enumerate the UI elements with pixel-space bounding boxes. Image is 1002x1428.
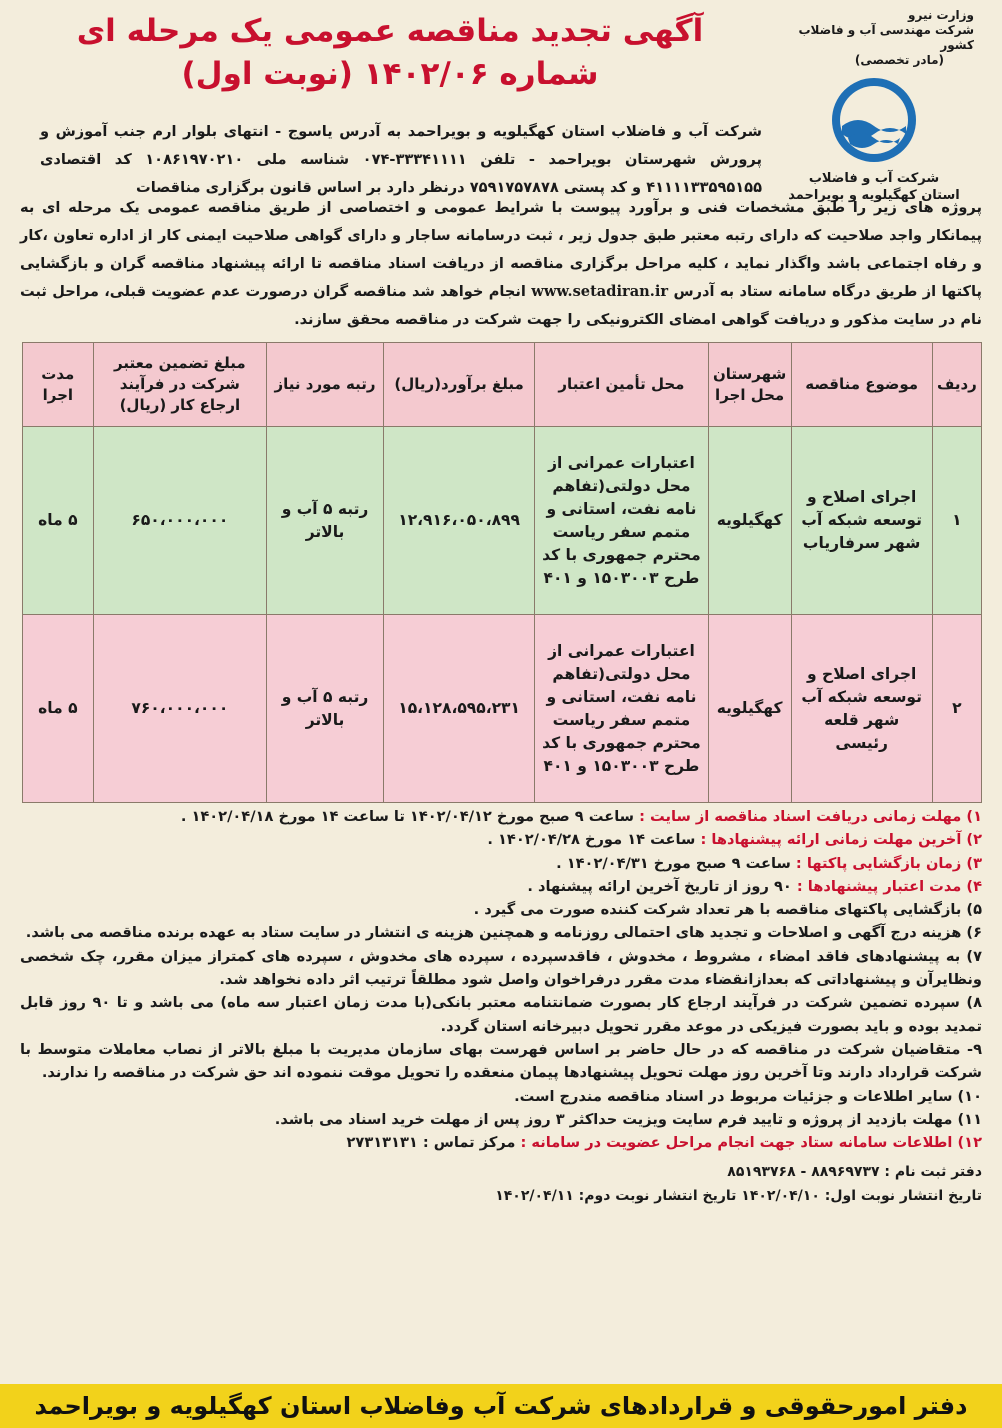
- condition-item: [20, 991, 982, 1038]
- condition-text: ۱۰) سایر اطلاعات و جزئیات مربوط در اسناد مناقصه مندرج است.: [514, 1087, 982, 1105]
- col-header-estimate: مبلغ برآورد(ریال): [384, 343, 535, 427]
- table-row: [23, 427, 982, 615]
- condition-item: [20, 805, 982, 828]
- cell-row-number: ۱: [932, 427, 981, 615]
- registry-office: دفتر ثبت نام : ۸۸۹۶۹۷۳۷ - ۸۵۱۹۳۷۶۸: [727, 1164, 982, 1181]
- condition-label: ۴) مدت اعتبار پیشنهادها :: [796, 877, 982, 895]
- condition-item: [20, 852, 982, 875]
- logo-block: [774, 8, 974, 204]
- condition-item: [20, 1108, 982, 1131]
- condition-item: [20, 1131, 982, 1154]
- ministry-line-1: وزارت نیرو: [908, 8, 974, 22]
- intro-paragraph: [20, 194, 982, 334]
- condition-text: ۵) بازگشایی پاکتهای مناقصه با هر تعداد شرکت کننده صورت می گیرد .: [473, 901, 982, 919]
- condition-item: [20, 921, 982, 944]
- condition-label: ۱) مهلت زمانی دریافت اسناد مناقصه از سایت :: [639, 808, 982, 825]
- cell-city: کهگیلویه: [708, 427, 791, 615]
- condition-text: ۱۱) مهلت بازدید از پروژه و تایید فرم سایت ویزیت حداکثر ۳ روز پس از مهلت خرید اسناد می باشد.: [274, 1110, 982, 1128]
- company-name-line-2: استان کهگیلویه و بویراحمد: [788, 188, 960, 203]
- condition-label: ۱۲) اطلاعات سامانه ستاد جهت انجام مراحل عضویت در سامانه :: [520, 1134, 982, 1152]
- cell-duration: ۵ ماه: [23, 427, 94, 615]
- condition-text: ۶) هزینه درج آگهی و اصلاحات و تجدید های احتمالی روزنامه و همچنین هزینه ی انتشار در سایت ستاد به عهده برنده مناقصه می باشد.: [25, 924, 982, 942]
- cell-row-number: ۲: [932, 615, 981, 803]
- condition-text: مرکز تماس : ۲۷۳۱۳۱۳۱: [346, 1134, 521, 1152]
- condition-item: [20, 875, 982, 898]
- condition-label: ۲) آخرین مهلت زمانی ارائه پیشنهادها :: [700, 831, 982, 849]
- cell-funding: اعتبارات عمرانی از محل دولتی(تفاهم نامه نفت، استانی و متمم سفر ریاست محترم جمهوری با کد طرح ۱۵۰۳۰۰۳ و ۴۰۱: [535, 615, 708, 803]
- cell-grade: رتبه ۵ آب و بالاتر: [267, 615, 384, 803]
- cell-subject: اجرای اصلاح و توسعه شبکه آب شهر سرفاریاب: [791, 427, 932, 615]
- col-header-grade: رتبه مورد نیاز: [267, 343, 384, 427]
- condition-item: [20, 898, 982, 921]
- notice-number: شماره ۱۴۰۲/۰۶ (نوبت اول): [181, 56, 599, 92]
- company-name-line-1: شرکت آب و فاضلاب: [808, 171, 940, 186]
- notice-title: آگهی تجدید مناقصه عمومی یک مرحله ای: [76, 13, 704, 49]
- intro-paragraph-top: شرکت آب و فاضلاب استان کهگیلویه و بویراحمد به آدرس یاسوج - انتهای بلوار ارم جنب آموزش و پرورش شهرستان بویراحمد - تلفن ۳۳۳۴۱۱۱۱-۰۷۴ شناسه ملی ۱۰۸۶۱۹۷۰۲۱۰ کد اقتصادی ۴۱۱۱۱۳۳۵۹۵۱۵۵ و کد پستی ۷۵۹۱۷۵۷۸۷۸ درنظر دارد بر اساس قانون برگزاری مناقصات: [40, 123, 762, 196]
- notice-header: [20, 0, 982, 203]
- condition-item: [20, 1038, 982, 1085]
- cell-guarantee: ۶۵۰،۰۰۰،۰۰۰: [93, 427, 266, 615]
- condition-text: ۸) سپرده تضمین شرکت در فرآیند ارجاع کار بصورت ضمانتنامه معتبر بانکی(با مدت زمان اعتبار سه ماه) می باشد و تا ۹۰ روز قابل تمدید بوده و باید بصورت فیزیکی در موعد مقرر تحویل دبیرخانه استان گردد.: [20, 994, 982, 1035]
- col-header-guarantee: مبلغ تضمین معتبر شرکت در فرآیند ارجاع کار (ریال): [93, 343, 266, 427]
- intro-text-end: انجام خواهد شد مناقصه گران درصورت عدم عضویت قبلی، مراحل ثبت نام در سایت مذکور و دریافت گواهی امضای الکترونیکی را جهت شرکت در مناقصه محقق سازند.: [20, 283, 982, 328]
- col-header-subject: موضوع مناقصه: [791, 343, 932, 427]
- table-row: [23, 615, 982, 803]
- cell-grade: رتبه ۵ آب و بالاتر: [267, 427, 384, 615]
- condition-text: ۹- متقاضیان شرکت در مناقصه که در حال حاضر بر اساس فهرست بهای سازمان مدیریت با مبلغ بالاتر از نصاب معاملات متوسط با شرکت قرارداد دارند وتا آخرین روز مهلت تحویل پیشنهادها پیمان منعقده را تحویل موقت ننموده اند حق شرکت در مناقصه را ندارند.: [20, 1040, 982, 1082]
- legal-office-banner: دفتر امورحقوقی و قراردادهای شرکت آب وفاضلاب استان کهگیلویه و بویراحمد: [0, 1384, 1002, 1428]
- condition-item: [20, 828, 982, 851]
- condition-text: ۷) به پیشنهادهای فاقد امضاء ، مشروط ، مخدوش ، فاقدسپرده ، سپرده های مخدوش ، سپرده های کمتراز میزان مقرر، چک شخصی ونظایرآن و پیشنهاداتی که بعدازانقضاء مدت مقرر درفراخوان واصل شود مطلقاً ترتیب اثر داده نخواهد شد.: [20, 947, 982, 989]
- cell-duration: ۵ ماه: [23, 615, 94, 803]
- footer-info: [20, 1160, 982, 1208]
- intro-text: پروژه های زیر را طبق مشخصات فنی و برآورد پیوست با شرایط عمومی و اختصاصی از طریق مناقصه عمومی یک مرحله ای به پیمانکار واجد صلاحیت که دارای رتبه معتبر طبق جدول زیر ، ثبت درسامانه ساجار و دارای گواهی صلاحیت ایمنی کار از اداره تعاون ،کار و رفاه اجتماعی باشد واگذار نماید ، کلیه مراحل برگزاری مناقصه از دریافت اسناد مناقصه تا ارائه پیشنهاد مناقصه گران و بازگشایی پاکتها از طریق درگاه سامانه ستاد به آدرس: [20, 199, 982, 300]
- cell-estimate: ۱۲،۹۱۶،۰۵۰،۸۹۹: [384, 427, 535, 615]
- title-block: [40, 10, 740, 96]
- condition-text: ساعت ۹ صبح مورخ ۱۴۰۲/۰۴/۳۱ .: [556, 854, 796, 872]
- cell-city: کهگیلویه: [708, 615, 791, 803]
- table-header-row: [23, 343, 982, 427]
- publish-dates: تاریخ انتشار نوبت اول: ۱۴۰۲/۰۴/۱۰ تاریخ انتشار نوبت دوم: ۱۴۰۲/۰۴/۱۱: [495, 1188, 982, 1205]
- cell-funding: اعتبارات عمرانی از محل دولتی(تفاهم نامه نفت، استانی و متمم سفر ریاست محترم جمهوری با کد طرح ۱۵۰۳۰۰۳ و ۴۰۱: [535, 427, 708, 615]
- ministry-line-3: (مادر تخصصی): [854, 53, 944, 67]
- condition-text: ساعت ۱۴ مورخ ۱۴۰۲/۰۴/۲۸ .: [487, 831, 701, 849]
- condition-item: [20, 945, 982, 992]
- col-header-funding: محل تأمین اعتبار: [535, 343, 708, 427]
- col-header-duration: مدت اجرا: [23, 343, 94, 427]
- col-header-city: شهرستان محل اجرا: [708, 343, 791, 427]
- condition-text: ساعت ۹ صبح مورخ ۱۴۰۲/۰۴/۱۲ تا ساعت ۱۴ مورخ ۱۴۰۲/۰۴/۱۸ .: [180, 808, 640, 825]
- condition-item: [20, 1085, 982, 1108]
- tenders-table: [22, 342, 982, 803]
- conditions-list: [20, 805, 982, 1154]
- ministry-line-2: شرکت مهندسی آب و فاضلاب کشور: [798, 23, 974, 52]
- cell-guarantee: ۷۶۰،۰۰۰،۰۰۰: [93, 615, 266, 803]
- setad-website-link[interactable]: www.setadiran.ir: [531, 283, 669, 300]
- cell-subject: اجرای اصلاح و توسعه شبکه آب شهر قلعه رئیسی: [791, 615, 932, 803]
- condition-label: ۳) زمان بازگشایی پاکتها :: [795, 854, 982, 872]
- condition-text: ۹۰ روز از تاریخ آخرین ارائه پیشنهاد .: [527, 877, 797, 895]
- col-header-row-number: ردیف: [932, 343, 981, 427]
- cell-estimate: ۱۵،۱۲۸،۵۹۵،۲۳۱: [384, 615, 535, 803]
- water-drop-logo-icon: [828, 74, 920, 166]
